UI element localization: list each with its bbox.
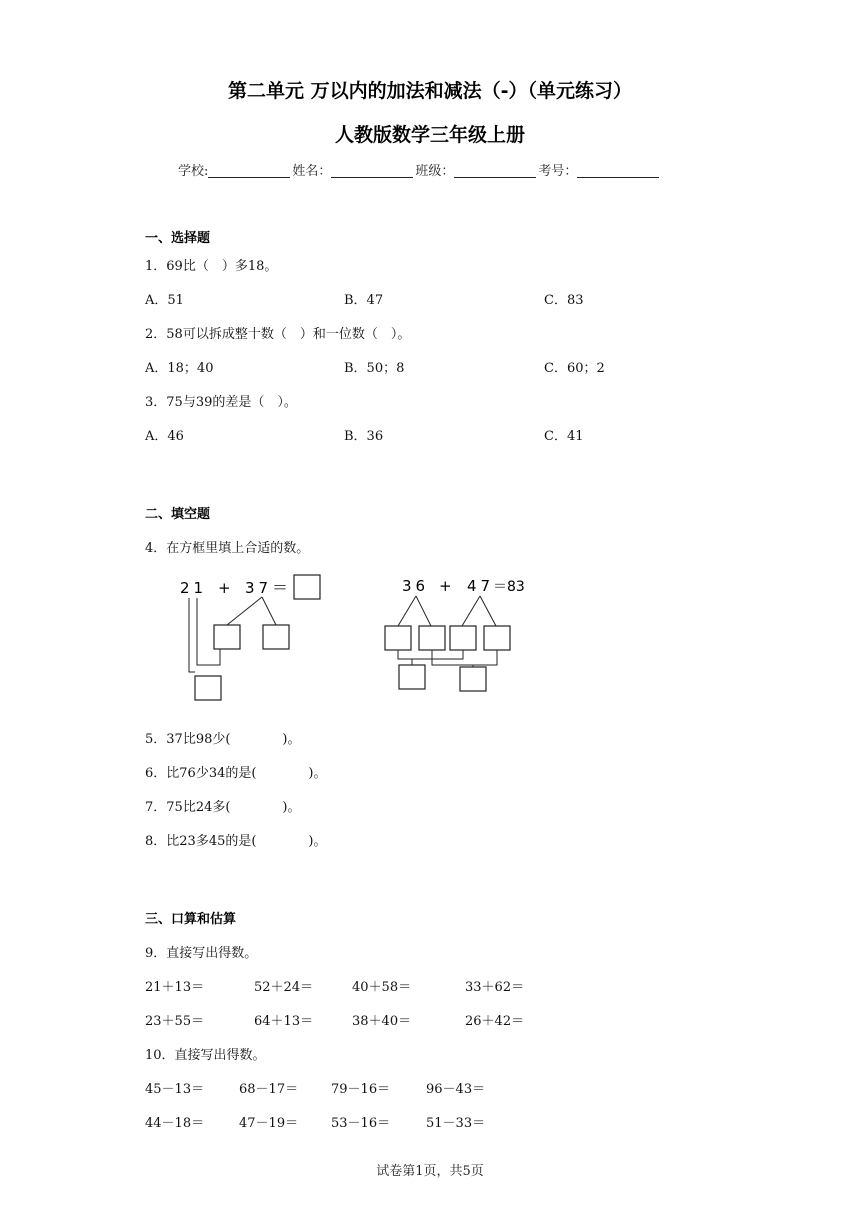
q10-r1-c2: 68－17＝ [239, 1082, 299, 1097]
q10-r1-c3: 79－16＝ [331, 1082, 391, 1097]
school-blank [208, 163, 290, 178]
diagram2-sum-box-1[interactable] [399, 665, 425, 689]
class-blank [454, 163, 536, 178]
question-10: 10．直接写出得数。 [145, 1048, 266, 1063]
diagram1-addend-b: 37 [245, 579, 273, 597]
diagram1-branch-right [262, 597, 276, 625]
q9-r2-c4: 26＋42＝ [465, 1014, 525, 1029]
question-6: 6．比76少34的是( )。 [145, 766, 327, 781]
diagram2-branch-b-left [462, 596, 480, 626]
page-footer: 试卷第1页，共5页 [376, 1164, 484, 1179]
diagram1-connector-inner [197, 598, 220, 665]
exam-no-blank [577, 163, 659, 178]
diagram1-plus: + [218, 579, 231, 597]
q2-option-b: B．50；8 [344, 361, 405, 376]
q10-r2-c4: 51－33＝ [426, 1116, 486, 1131]
school-label: 学校: [178, 164, 209, 179]
q10-r2-c3: 53－16＝ [331, 1116, 391, 1131]
q9-r2-c2: 64＋13＝ [254, 1014, 314, 1029]
q10-r2-c1: 44－18＝ [145, 1116, 205, 1131]
q1-option-a: A．51 [145, 293, 184, 308]
question-4: 4．在方框里填上合适的数。 [145, 541, 310, 556]
page-subtitle: 人教版数学三年级上册 [334, 124, 525, 146]
q9-r1-c4: 33＋62＝ [465, 980, 525, 995]
section-title-fill: 二、填空题 [145, 507, 211, 522]
q1-option-b: B．47 [344, 293, 384, 308]
q2-option-c: C．60；2 [544, 361, 605, 376]
question-2: 2．58可以拆成整十数（ ）和一位数（ ）。 [145, 327, 411, 342]
diagram2-box-4[interactable] [484, 626, 510, 650]
diagram2-connector-ones [432, 650, 497, 665]
question-5: 5．37比98少( )。 [145, 732, 301, 747]
diagram2-addend-b: 47 [467, 577, 495, 595]
q3-option-b: B．36 [344, 429, 384, 444]
question-7: 7．75比24多( )。 [145, 800, 301, 815]
diagram2-connector-tens [398, 650, 463, 659]
page-title: 第二单元 万以内的加法和减法（-）（单元练习） [227, 80, 632, 102]
class-label: 班级： [415, 164, 455, 179]
name-label: 姓名： [292, 164, 332, 179]
diagram2-plus: + [439, 577, 452, 595]
diagram1-branch-left [227, 597, 262, 625]
diagram1-equals: ＝ [272, 578, 289, 597]
q10-r1-c1: 45－13＝ [145, 1082, 205, 1097]
exam-no-label: 考号： [538, 164, 578, 179]
diagram1-connector-left [189, 598, 195, 672]
section-title-mental: 三、口算和估算 [145, 912, 237, 927]
diagram2-branch-b-right [480, 596, 496, 626]
q9-r1-c3: 40＋58＝ [352, 980, 412, 995]
student-info-row [178, 160, 661, 179]
diagram2-box-1[interactable] [385, 626, 411, 650]
diagram2-box-3[interactable] [450, 626, 476, 650]
q9-r2-c1: 23＋55＝ [145, 1014, 205, 1029]
question-8: 8．比23多45的是( )。 [145, 834, 327, 849]
diagram1-answer-box[interactable] [294, 575, 320, 599]
diagram1-tens-box[interactable] [214, 625, 240, 649]
decomposition-diagram-1 [170, 570, 340, 705]
q3-option-a: A．46 [145, 429, 184, 444]
q10-r2-c2: 47－19＝ [239, 1116, 299, 1131]
q9-r2-c3: 38＋40＝ [352, 1014, 412, 1029]
diagram1-addend-a: 21 [180, 579, 208, 597]
question-3: 3．75与39的差是（ ）。 [145, 395, 297, 410]
q1-option-c: C．83 [544, 293, 584, 308]
diagram2-addend-a: 36 [402, 577, 430, 595]
diagram1-ones-box[interactable] [263, 625, 289, 649]
q2-option-a: A．18；40 [145, 361, 214, 376]
diagram2-branch-a-right [416, 596, 431, 626]
q9-r1-c1: 21＋13＝ [145, 980, 205, 995]
diagram2-branch-a-left [398, 596, 416, 626]
diagram2-equals-result: ＝83 [493, 579, 525, 595]
question-1: 1．69比（ ）多18。 [145, 259, 278, 274]
q3-option-c: C．41 [544, 429, 584, 444]
question-9: 9．直接写出得数。 [145, 946, 258, 961]
name-blank [331, 163, 413, 178]
diagram2-box-2[interactable] [419, 626, 445, 650]
q9-r1-c2: 52＋24＝ [254, 980, 314, 995]
q10-r1-c4: 96－43＝ [426, 1082, 486, 1097]
decomposition-diagram-2 [378, 570, 538, 695]
diagram2-sum-box-2[interactable] [460, 667, 486, 691]
diagram1-partial-sum-box[interactable] [195, 676, 221, 700]
section-title-choice: 一、选择题 [145, 231, 211, 246]
